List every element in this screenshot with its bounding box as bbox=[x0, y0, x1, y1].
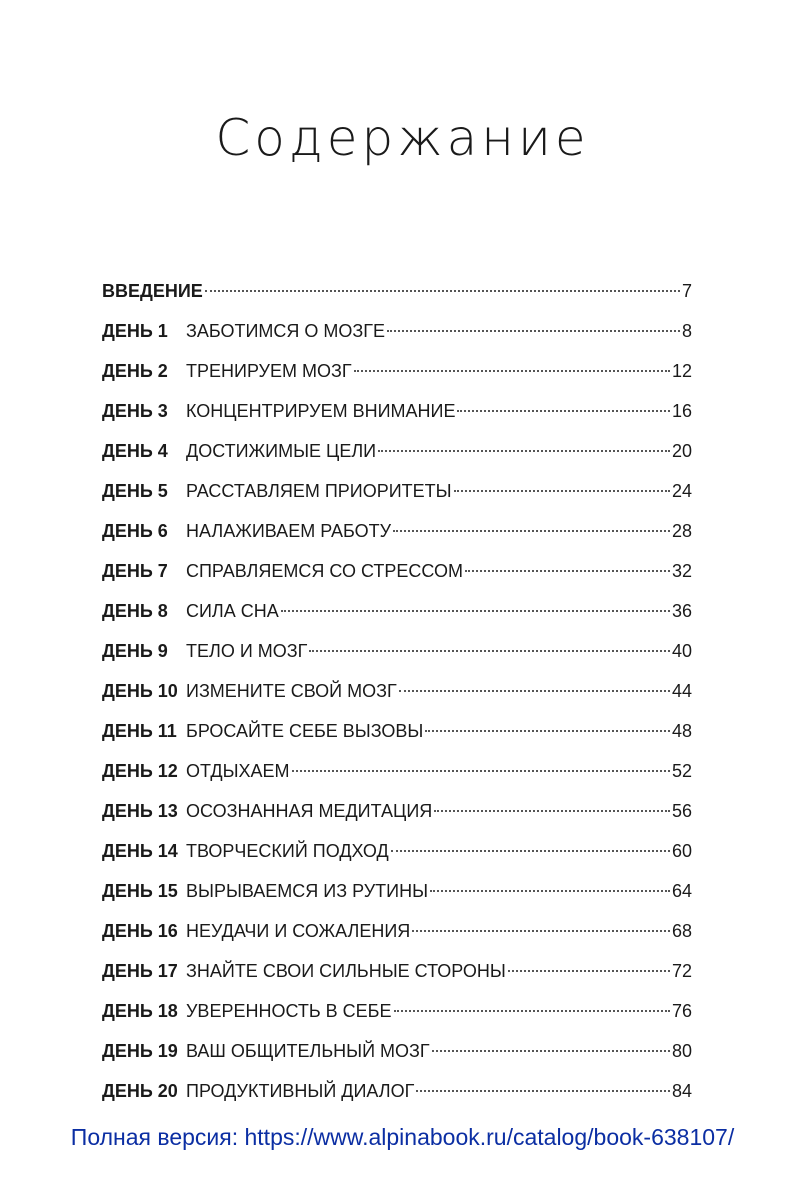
dot-leader bbox=[425, 730, 670, 732]
toc-entry-day[interactable] bbox=[102, 918, 692, 958]
toc-day-label: ДЕНЬ 6 bbox=[102, 521, 168, 541]
dot-leader bbox=[354, 370, 670, 372]
page-title: Содержание bbox=[215, 108, 590, 167]
toc-entry-day[interactable] bbox=[102, 1078, 692, 1118]
toc-day-label: ДЕНЬ 1 bbox=[102, 321, 168, 341]
toc-page-number: 40 bbox=[671, 641, 692, 661]
toc-entry-title: СИЛА СНА bbox=[186, 601, 279, 621]
toc-page-number: 64 bbox=[671, 881, 692, 901]
dot-leader bbox=[281, 610, 670, 612]
toc-day-label: ДЕНЬ 7 bbox=[102, 561, 168, 581]
toc-entry-title: РАССТАВЛЯЕМ ПРИОРИТЕТЫ bbox=[186, 481, 452, 501]
toc-day-label: ДЕНЬ 2 bbox=[102, 361, 168, 381]
toc-entry-day[interactable] bbox=[102, 398, 692, 438]
toc-day-label: ДЕНЬ 19 bbox=[102, 1041, 178, 1061]
dot-leader bbox=[394, 1010, 670, 1012]
toc-day-label: ДЕНЬ 3 bbox=[102, 401, 168, 421]
toc-entry-title: ИЗМЕНИТЕ СВОЙ МОЗГ bbox=[186, 681, 397, 701]
toc-entry-title: НАЛАЖИВАЕМ РАБОТУ bbox=[186, 521, 392, 541]
toc-entry-day[interactable] bbox=[102, 358, 692, 398]
toc-entry-day[interactable] bbox=[102, 638, 692, 678]
toc-entry-day[interactable] bbox=[102, 878, 692, 918]
toc-entry-title: ОТДЫХАЕМ bbox=[186, 761, 290, 781]
toc-page-number: 80 bbox=[671, 1041, 692, 1061]
dot-leader bbox=[454, 490, 670, 492]
toc-day-label: ДЕНЬ 17 bbox=[102, 961, 178, 981]
toc-page-number: 32 bbox=[671, 561, 692, 581]
dot-leader bbox=[378, 450, 670, 452]
toc-page-number: 12 bbox=[671, 361, 692, 381]
dot-leader bbox=[412, 930, 670, 932]
toc-entry-title: ТЕЛО И МОЗГ bbox=[186, 641, 308, 661]
toc-day-label: ДЕНЬ 13 bbox=[102, 801, 178, 821]
toc-entry-title: КОНЦЕНТРИРУЕМ ВНИМАНИЕ bbox=[186, 401, 456, 421]
dot-leader bbox=[457, 410, 669, 412]
table-of-contents bbox=[102, 278, 692, 1118]
toc-page-number: 44 bbox=[671, 681, 692, 701]
toc-entry-title: СПРАВЛЯЕМСЯ СО СТРЕССОМ bbox=[186, 561, 463, 581]
toc-page-number: 24 bbox=[671, 481, 692, 501]
dot-leader bbox=[432, 1050, 670, 1052]
toc-page-number: 84 bbox=[671, 1081, 692, 1101]
toc-page-number: 20 bbox=[671, 441, 692, 461]
toc-page-number: 48 bbox=[671, 721, 692, 741]
toc-page-number: 56 bbox=[671, 801, 692, 821]
toc-entry-day[interactable] bbox=[102, 438, 692, 478]
toc-page-number: 72 bbox=[671, 961, 692, 981]
toc-day-label: ДЕНЬ 18 bbox=[102, 1001, 178, 1021]
dot-leader bbox=[465, 570, 670, 572]
toc-day-label: ДЕНЬ 8 bbox=[102, 601, 168, 621]
toc-entry-title: ЗНАЙТЕ СВОИ СИЛЬНЫЕ СТОРОНЫ bbox=[186, 961, 506, 981]
toc-entry-day[interactable] bbox=[102, 558, 692, 598]
toc-entry-day[interactable] bbox=[102, 718, 692, 758]
dot-leader bbox=[391, 850, 670, 852]
toc-entry-day[interactable] bbox=[102, 1038, 692, 1078]
dot-leader bbox=[387, 330, 680, 332]
toc-entry-title: БРОСАЙТЕ СЕБЕ ВЫЗОВЫ bbox=[186, 721, 424, 741]
toc-page-number: 36 bbox=[671, 601, 692, 621]
toc-entry-day[interactable] bbox=[102, 998, 692, 1038]
dot-leader bbox=[309, 650, 670, 652]
toc-entry-title: УВЕРЕННОСТЬ В СЕБЕ bbox=[186, 1001, 392, 1021]
toc-page-number: 16 bbox=[671, 401, 692, 421]
toc-entry-title: ОСОЗНАННАЯ МЕДИТАЦИЯ bbox=[186, 801, 433, 821]
toc-day-label: ДЕНЬ 16 bbox=[102, 921, 178, 941]
toc-entry-title: ВВЕДЕНИЕ bbox=[102, 281, 203, 301]
toc-day-label: ДЕНЬ 4 bbox=[102, 441, 168, 461]
dot-leader bbox=[430, 890, 670, 892]
dot-leader bbox=[434, 810, 670, 812]
toc-page-number: 60 bbox=[671, 841, 692, 861]
toc-entry-title: ЗАБОТИМСЯ О МОЗГЕ bbox=[186, 321, 386, 341]
toc-entry-title: ТРЕНИРУЕМ МОЗГ bbox=[186, 361, 352, 381]
dot-leader bbox=[399, 690, 670, 692]
toc-entry-title: ВАШ ОБЩИТЕЛЬНЫЙ МОЗГ bbox=[186, 1041, 430, 1061]
toc-page-number: 28 bbox=[671, 521, 692, 541]
toc-entry-day[interactable] bbox=[102, 798, 692, 838]
toc-day-label: ДЕНЬ 12 bbox=[102, 761, 178, 781]
toc-entry-title: ПРОДУКТИВНЫЙ ДИАЛОГ bbox=[186, 1081, 415, 1101]
toc-day-label: ДЕНЬ 11 bbox=[102, 721, 177, 741]
toc-day-label: ДЕНЬ 5 bbox=[102, 481, 168, 501]
dot-leader bbox=[393, 530, 670, 532]
toc-day-label: ДЕНЬ 14 bbox=[102, 841, 178, 861]
dot-leader bbox=[416, 1090, 670, 1092]
toc-day-label: ДЕНЬ 10 bbox=[102, 681, 178, 701]
toc-entry-title: НЕУДАЧИ И СОЖАЛЕНИЯ bbox=[186, 921, 411, 941]
dot-leader bbox=[292, 770, 670, 772]
toc-entry-title: ДОСТИЖИМЫЕ ЦЕЛИ bbox=[186, 441, 377, 461]
toc-page-number: 76 bbox=[671, 1001, 692, 1021]
dot-leader bbox=[508, 970, 670, 972]
toc-entry-day[interactable] bbox=[102, 958, 692, 998]
toc-entry-day[interactable] bbox=[102, 518, 692, 558]
toc-day-label: ДЕНЬ 15 bbox=[102, 881, 178, 901]
toc-entry-day[interactable] bbox=[102, 478, 692, 518]
toc-entry-introduction[interactable] bbox=[102, 278, 692, 318]
toc-page-number: 8 bbox=[681, 321, 692, 341]
toc-entry-day[interactable] bbox=[102, 838, 692, 878]
toc-entry-title: ТВОРЧЕСКИЙ ПОДХОД bbox=[186, 841, 389, 861]
toc-day-label: ДЕНЬ 9 bbox=[102, 641, 168, 661]
full-version-link[interactable]: Полная версия: https://www.alpinabook.ru/catalog/book-638107/ bbox=[70, 1124, 735, 1150]
dot-leader bbox=[205, 290, 680, 292]
toc-day-label: ДЕНЬ 20 bbox=[102, 1081, 178, 1101]
toc-page-number: 68 bbox=[671, 921, 692, 941]
toc-entry-day[interactable] bbox=[102, 758, 692, 798]
toc-page-number: 7 bbox=[681, 281, 692, 301]
toc-page-number: 52 bbox=[671, 761, 692, 781]
toc-entry-day[interactable] bbox=[102, 598, 692, 638]
toc-entry-day[interactable] bbox=[102, 678, 692, 718]
toc-entry-day[interactable] bbox=[102, 318, 692, 358]
toc-entry-title: ВЫРЫВАЕМСЯ ИЗ РУТИНЫ bbox=[186, 881, 429, 901]
toc-day-list bbox=[102, 318, 692, 1118]
